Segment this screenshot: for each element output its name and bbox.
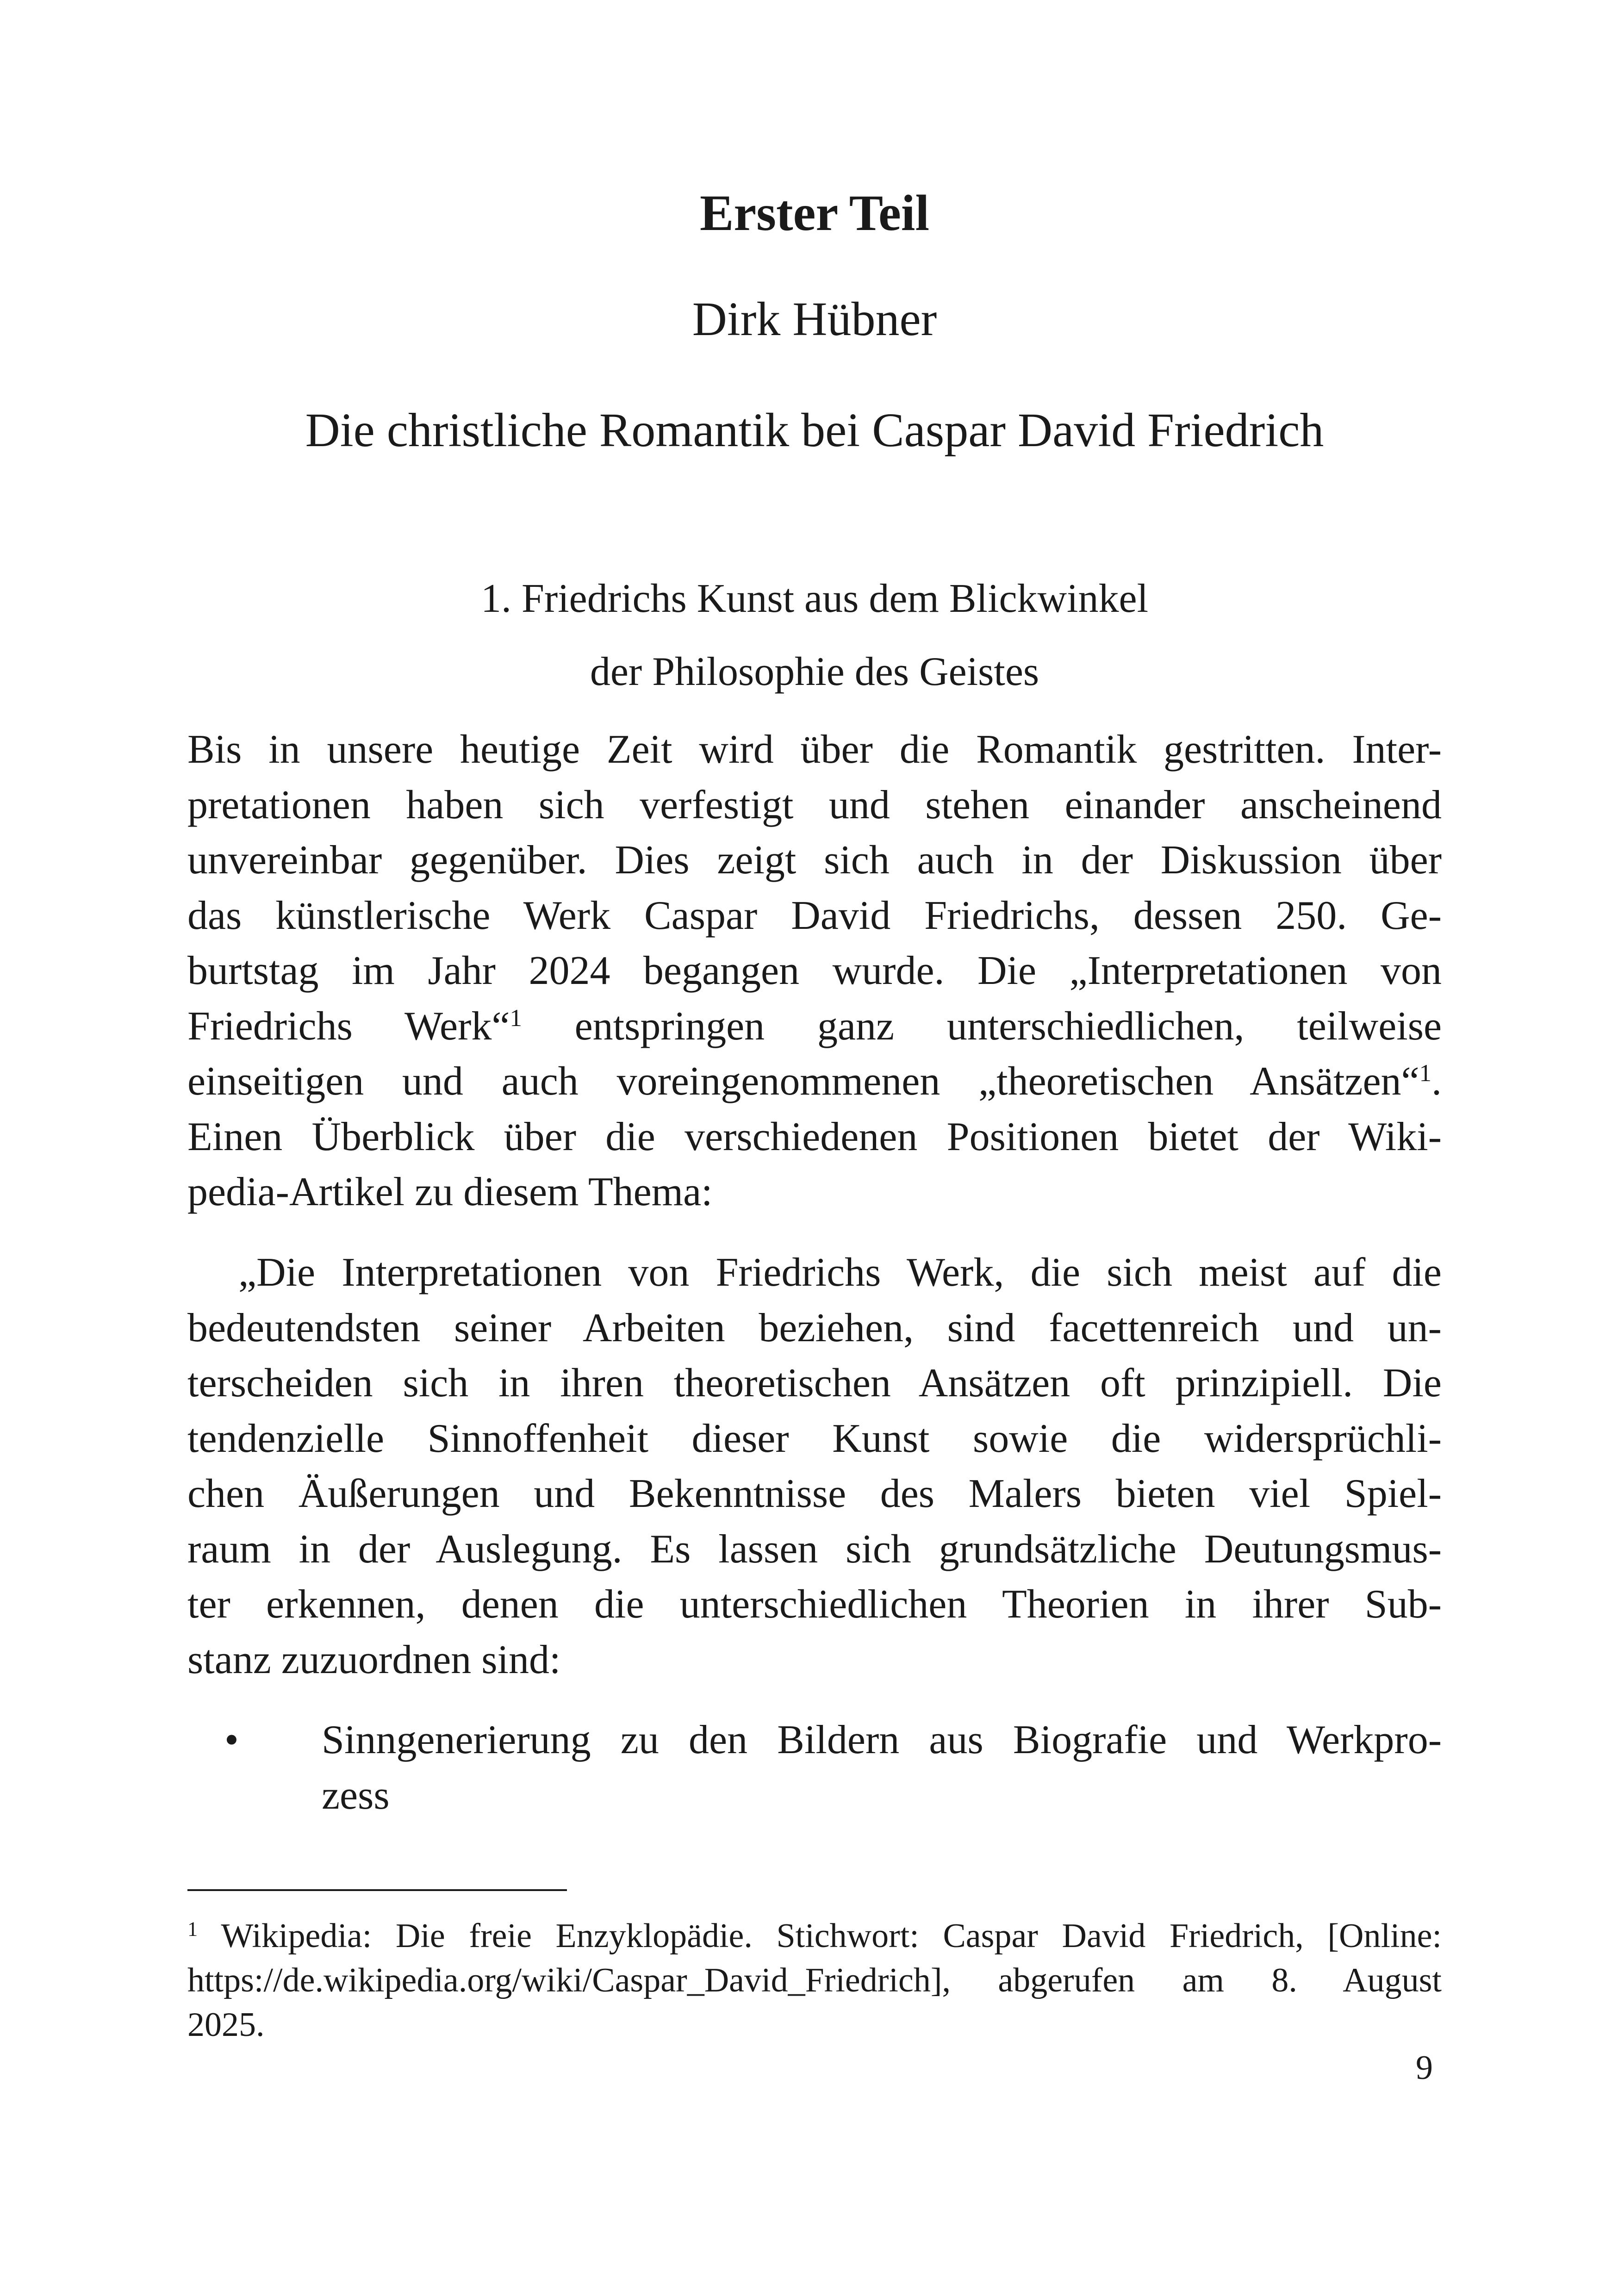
section-heading bbox=[187, 562, 1442, 709]
author-name: Dirk Hübner bbox=[692, 292, 937, 346]
quote-line: raum in der Auslegung. Es lassen sich grundsätzliche Deutungsmus- bbox=[187, 1526, 1442, 1572]
quote-line: terscheiden sich in ihren theoretischen Ansätzen oft prinzipiell. Die bbox=[187, 1361, 1442, 1406]
section-heading-line-1: 1. Friedrichs Kunst aus dem Blickwinkel bbox=[480, 576, 1149, 621]
bullet-line: Sinngenerierung zu den Bildern aus Biografie und Werkpro- bbox=[322, 1717, 1442, 1762]
paragraph-line-with-footnote bbox=[187, 1054, 1442, 1109]
quote-line: „Die Interpretationen von Friedrichs Werk, die sich meist auf die bbox=[238, 1250, 1442, 1295]
footnote bbox=[187, 1914, 1442, 2047]
bullet-text bbox=[322, 1712, 1442, 1823]
paragraph-line: pretationen haben sich verfestigt und stehen einander anscheinend bbox=[187, 782, 1442, 828]
footnote-reference[interactable]: 1 bbox=[510, 1004, 522, 1032]
paragraph-line: Bis in unsere heutige Zeit wird über die Romantik gestritten. Inter- bbox=[187, 727, 1442, 772]
bullet-line: zess bbox=[322, 1773, 390, 1818]
work-title: Die christliche Romantik bei Caspar David Friedrich bbox=[305, 404, 1324, 457]
footnote-line: 2025. bbox=[187, 2006, 265, 2044]
section-heading-line-2: der Philosophie des Geistes bbox=[590, 649, 1039, 694]
footnote-line bbox=[187, 1914, 1442, 1958]
block-quote bbox=[187, 1245, 1442, 1687]
paragraph-line-end: entspringen ganz unterschiedlichen, teilweise bbox=[522, 1003, 1442, 1049]
page-number: 9 bbox=[1416, 2049, 1433, 2087]
paragraph-line-start: Friedrichs Werk“ bbox=[187, 1003, 510, 1049]
quote-line: ter erkennen, denen die unterschiedlichen Theorien in ihrer Sub- bbox=[187, 1582, 1442, 1627]
paragraph-line-period: . bbox=[1431, 1059, 1442, 1104]
bullet-icon: • bbox=[224, 1717, 239, 1762]
paragraph-line: Einen Überblick über die verschiedenen Positionen bietet der Wiki- bbox=[187, 1114, 1442, 1159]
footnote-marker: 1 bbox=[187, 1917, 198, 1941]
quote-line: bedeutendsten seiner Arbeiten beziehen, sind facettenreich und un- bbox=[187, 1305, 1442, 1350]
paragraph-line-with-footnote bbox=[187, 999, 1442, 1054]
footnote-separator bbox=[187, 1889, 567, 1891]
paragraph-line: unvereinbar gegenüber. Dies zeigt sich auch in der Diskussion über bbox=[187, 838, 1442, 883]
quote-line: tendenzielle Sinnoffenheit dieser Kunst sowie die widersprüchli- bbox=[187, 1416, 1442, 1461]
part-title: Erster Teil bbox=[699, 185, 930, 241]
footnote-reference[interactable]: 1 bbox=[1419, 1059, 1431, 1087]
quote-line: stanz zuzuordnen sind: bbox=[187, 1637, 561, 1682]
footnote-text: Wikipedia: Die freie Enzyklopädie. Stichwort: Caspar David Friedrich, [Online: bbox=[198, 1917, 1442, 1955]
quote-line: chen Äußerungen und Bekenntnisse des Malers bieten viel Spiel- bbox=[187, 1471, 1442, 1516]
paragraph-line-text: einseitigen und auch voreingenommenen „theoretischen Ansätzen“ bbox=[187, 1059, 1419, 1104]
paragraph-line: pedia-Artikel zu diesem Thema: bbox=[187, 1170, 713, 1214]
footnote-line[interactable]: https://de.wikipedia.org/wiki/Caspar_David_Friedrich], abgerufen am 8. August bbox=[187, 1961, 1442, 1999]
paragraph-line: das künstlerische Werk Caspar David Friedrichs, dessen 250. Ge- bbox=[187, 893, 1442, 938]
body-paragraph-1 bbox=[187, 722, 1442, 1220]
paragraph-line: burtstag im Jahr 2024 begangen wurde. Die „Interpretationen von bbox=[187, 948, 1442, 993]
